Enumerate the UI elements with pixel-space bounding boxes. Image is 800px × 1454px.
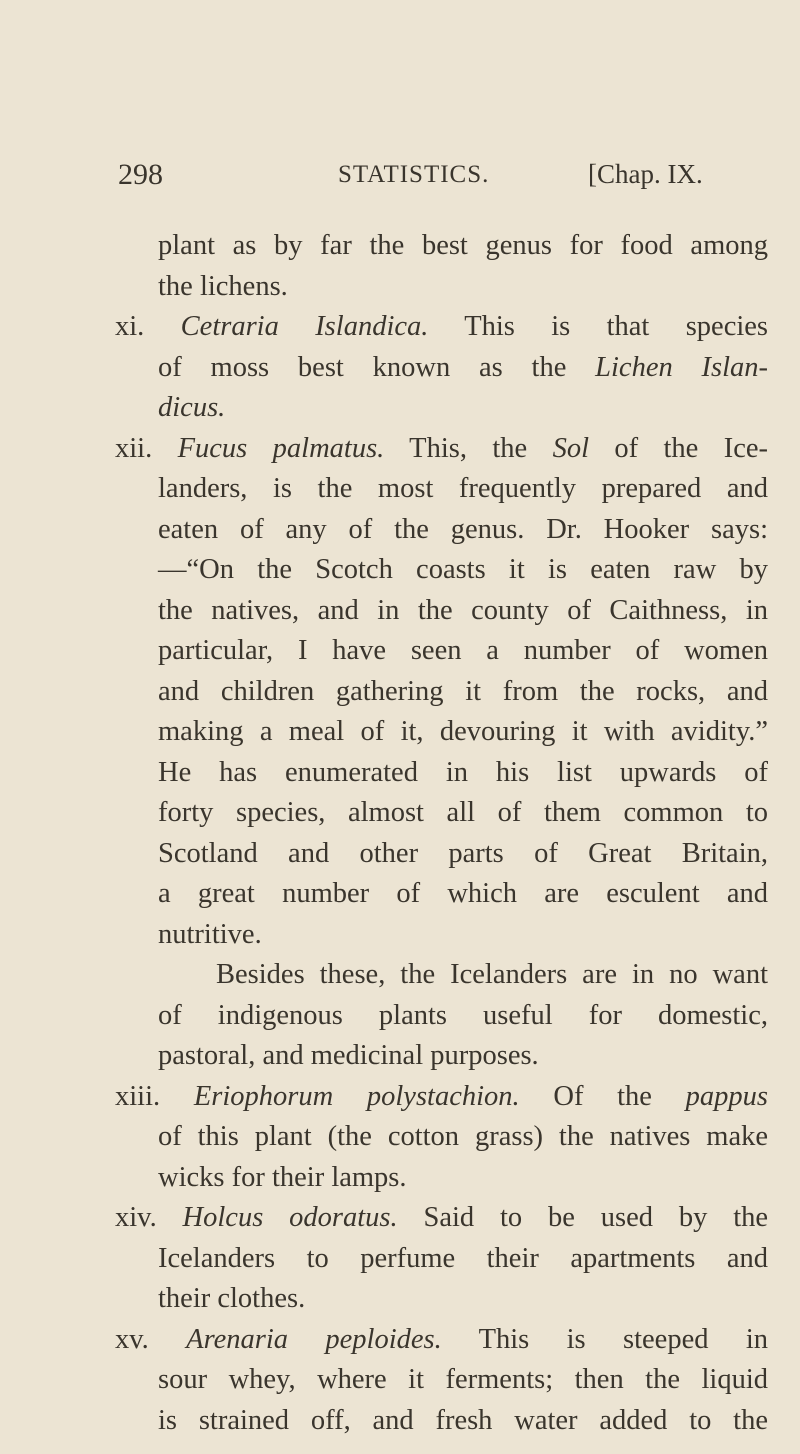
text-line	[158, 633, 768, 669]
page-header	[0, 158, 800, 198]
text-line	[158, 876, 768, 912]
text-line	[158, 1160, 407, 1196]
text-line	[158, 795, 768, 831]
text-line	[158, 269, 288, 305]
text-line	[158, 350, 768, 386]
running-title: STATISTICS.	[338, 161, 490, 188]
text-line	[158, 755, 768, 791]
text-segment: xii.	[115, 432, 178, 464]
text-segment: a great number of which are esculent and	[158, 878, 768, 909]
text-line	[158, 714, 768, 750]
text-line	[158, 674, 768, 710]
text-segment: Of the	[519, 1080, 686, 1112]
text-segment: of this plant (the cotton grass) the natives make	[158, 1121, 768, 1152]
text-segment: xiii.	[115, 1080, 194, 1112]
text-segment: making a meal of it, devouring it with avidity.”	[158, 716, 768, 747]
text-line	[158, 998, 768, 1034]
text-line	[158, 1281, 305, 1317]
text-line	[158, 917, 262, 953]
text-segment: forty species, almost all of them common to	[158, 797, 768, 828]
italic-term: Sol	[552, 432, 589, 464]
text-segment: sour whey, where it ferments; then the liquid	[158, 1364, 768, 1395]
text-segment: This is steeped in	[441, 1323, 769, 1355]
text-segment: This, the	[384, 432, 553, 464]
text-segment: —“On the Scotch coasts it is eaten raw by	[158, 554, 768, 585]
text-segment: This is that species	[428, 311, 769, 342]
text-segment: xiv.	[115, 1202, 183, 1233]
chapter-label: [Chap. IX.	[588, 159, 703, 189]
text-line	[158, 836, 768, 872]
italic-term: Lichen Islan-	[595, 351, 769, 383]
text-line	[158, 1119, 768, 1155]
text-line	[115, 1322, 768, 1358]
text-line	[158, 1403, 768, 1439]
text-segment: of moss best known as the	[158, 351, 596, 383]
text-segment: nutritive.	[158, 918, 262, 950]
text-line	[115, 309, 768, 345]
text-line	[158, 512, 768, 548]
text-segment: particular, I have seen a number of women	[158, 635, 768, 666]
text-line	[115, 1200, 768, 1236]
italic-term: Fucus palmatus.	[177, 432, 385, 464]
text-segment: and children gathering it from the rocks, and	[158, 675, 768, 707]
text-segment: Scotland and other parts of Great Britain,	[158, 837, 768, 869]
text-segment: He has enumerated in his list upwards of	[158, 756, 768, 788]
text-line	[115, 431, 768, 467]
text-segment: pastoral, and medicinal purposes.	[158, 1040, 539, 1071]
italic-term: Holcus odoratus.	[182, 1202, 398, 1233]
text-segment: the lichens.	[158, 270, 288, 302]
text-segment: Besides these, the Icelanders are in no want	[216, 959, 768, 990]
italic-term: Eriophorum polystachion.	[193, 1080, 520, 1112]
text-segment: landers, is the most frequently prepared and	[158, 473, 768, 504]
italic-term: Cetraria Islandica.	[180, 311, 429, 342]
text-segment: xi.	[115, 311, 181, 342]
text-segment: eaten of any of the genus. Dr. Hooker says:	[158, 513, 768, 545]
text-line	[216, 957, 768, 993]
italic-term: Arenaria peploides.	[186, 1323, 442, 1355]
text-line	[158, 390, 225, 426]
text-segment: the natives, and in the county of Caithness, in	[158, 594, 768, 626]
text-segment: wicks for their lamps.	[158, 1161, 407, 1193]
italic-term: dicus.	[158, 392, 226, 423]
text-line	[115, 1079, 768, 1115]
text-line	[158, 1038, 539, 1074]
page-number: 298	[118, 158, 163, 191]
text-line	[158, 228, 768, 264]
text-segment: Said to be used by the	[397, 1202, 769, 1233]
text-line	[158, 471, 768, 507]
italic-term: pappus	[685, 1080, 768, 1112]
text-segment: xv.	[115, 1323, 187, 1355]
text-line	[158, 1241, 768, 1277]
text-segment: Icelanders to perfume their apartments and	[158, 1242, 768, 1274]
text-line	[158, 552, 768, 588]
text-segment: of the Ice-	[588, 432, 768, 464]
text-line	[158, 1362, 768, 1398]
text-segment: their clothes.	[158, 1283, 306, 1314]
text-segment: is strained off, and fresh water added to the	[158, 1404, 768, 1436]
text-segment: of indigenous plants useful for domestic,	[158, 999, 768, 1031]
text-segment: plant as by far the best genus for food among	[158, 230, 768, 261]
text-line	[158, 593, 768, 629]
